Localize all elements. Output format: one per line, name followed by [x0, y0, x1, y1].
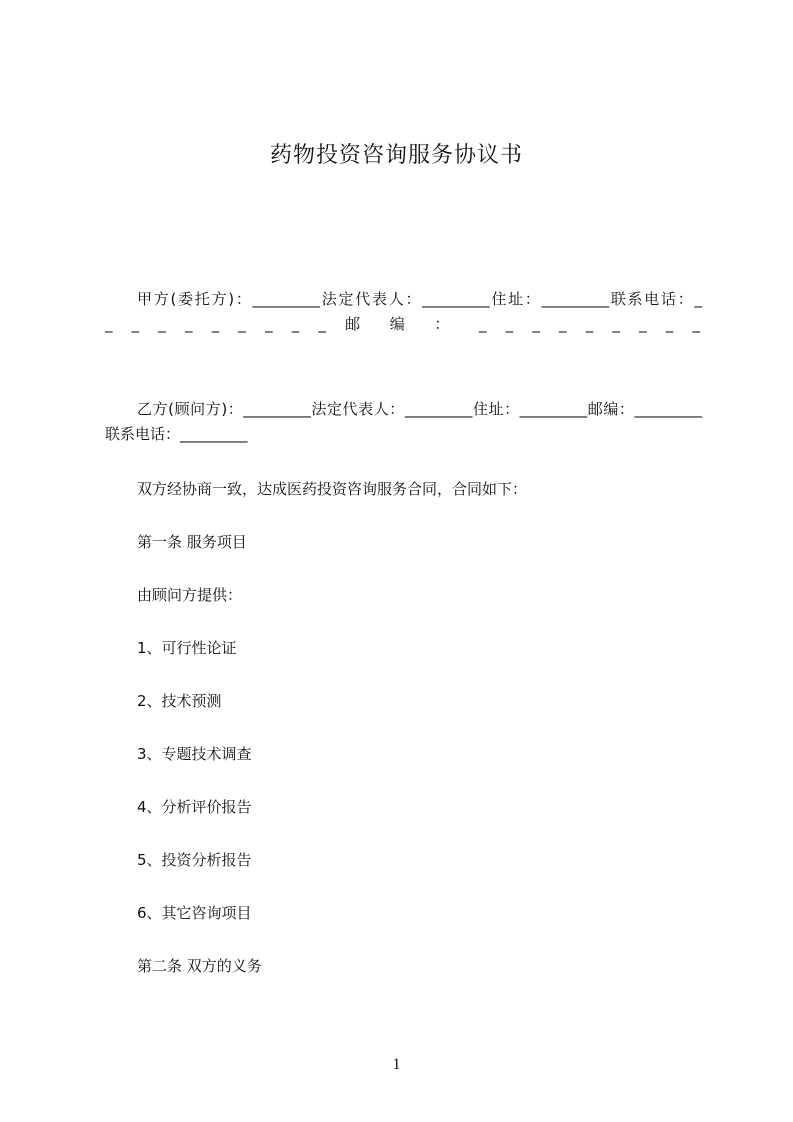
intro-text: 双方经协商一致，达成医药投资咨询服务合同，合同如下：: [137, 480, 528, 498]
party-a-line2: _ _ _ _ _ _ _ _ _ 邮 编 ： _ _ _ _ _ _ _ _ _: [105, 315, 702, 333]
article1-heading: 第一条 服务项目: [137, 533, 247, 551]
list-item: 1、可行性论证: [137, 639, 237, 657]
list-item: 6、其它咨询项目: [137, 904, 252, 922]
party-a-line1: 甲方(委托方)：_________法定代表人：_________住址：_________联系电话：_: [137, 290, 702, 308]
provided-by-text: 由顾问方提供：: [137, 586, 243, 604]
list-item: 4、分析评价报告: [137, 798, 252, 816]
party-a-info: [105, 287, 702, 337]
article2-heading: 第二条 双方的义务: [137, 957, 262, 975]
list-item: 2、技术预测: [137, 692, 222, 710]
list-item: 5、投资分析报告: [137, 851, 252, 869]
document-title: 药物投资咨询服务协议书: [269, 143, 523, 168]
page-number: 1: [392, 1056, 401, 1073]
list-item: 3、专题技术调查: [137, 745, 252, 763]
party-b-info: 乙方(顾问方)：_________法定代表人：_________住址：_________邮编：_________联系电话：_________: [105, 400, 702, 443]
